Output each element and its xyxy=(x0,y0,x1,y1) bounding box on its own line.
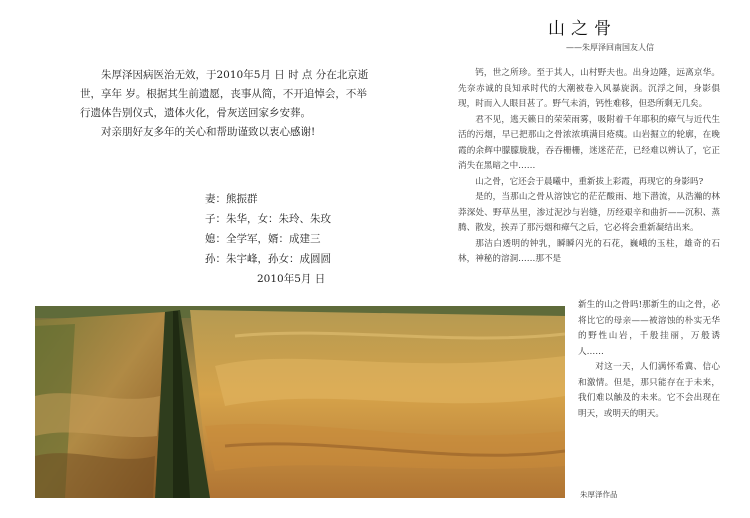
poem-continuation xyxy=(578,298,720,422)
poem-paragraph: 新生的山之骨吗!那新生的山之骨，必将比它的母亲——被溶蚀的朴实无华的野性山岩，千般挂丽，万般诱人…… xyxy=(578,300,720,357)
family-list xyxy=(205,189,331,289)
wheat-field-photo xyxy=(35,306,565,498)
wheat-field-illustration xyxy=(35,306,565,498)
family-grandchildren: 孙：朱宇峰，孙女：成圆圆 xyxy=(205,253,331,265)
family-children: 子：朱华，女：朱玲、朱玫 xyxy=(205,213,331,225)
poem-paragraph: 那洁白透明的钟乳，瞬瞬闪光的石花，巍峨的玉柱，雄奇的石林，神秘的溶洞……那不是 xyxy=(458,238,720,264)
obituary-paragraph-1: 朱厚泽因病医治无效，于2010年5月 日 时 点 分在北京逝世，享年 岁。根据其生前遗愿，丧事从简，不开追悼会，不举行遗体告别仪式，遗体火化，骨灰送回家乡安葬。 xyxy=(80,69,369,119)
poem-paragraph: 是的，当那山之骨从溶蚀它的茫茫酸雨、地下潜流，从浩瀚的林莽深处、野草丛里，渗过泥沙与岩缝，历经艰辛和曲折——沉积、蒸腾、散发，挨弄了那污烟和瘴气之后，它必将会重新凝结出来。 xyxy=(458,192,720,233)
obituary-date: 2010年5月 日 xyxy=(257,273,326,285)
obituary-notice xyxy=(80,66,370,142)
obituary-paragraph-2: 对亲朋好友多年的关心和帮助谨致以衷心感谢! xyxy=(101,126,316,138)
family-wife: 妻：熊振群 xyxy=(205,193,258,205)
poem-paragraph: 钙，世之所珍。至于其人，山村野夫也。出身边陲，远离京华。先奈赤诚的良知承时代的大潮被卷入风暴旋涡。沉浮之间，身影俱现，时而入人眼目甚了。野气未消，钙性难移，但恐所剩无几矣。 xyxy=(458,68,720,109)
family-in-laws: 媳：全学军，婿：成建三 xyxy=(205,233,321,245)
poem-paragraph: 君不见，逃天籁日的荣荣雨雾，吸附着千年耶积的瘴气与近代生活的污烟，早已把那山之骨浓浓填满目疮痍。山岩掘立的轮廓，在晚霞的余辉中朦朦胧胧，吞吞栅栅，迷迷茫茫，已经难以辨认了，它正消失在黑暗之中…… xyxy=(458,114,720,171)
poem-subtitle: ——朱厚泽回南国友人信 xyxy=(566,43,654,52)
poem-signature: 朱厚泽作品 xyxy=(580,490,618,499)
poem-paragraph: 山之骨，它还会于晨曦中，重新拔上彩霞，再现它的身影吗? xyxy=(475,176,704,187)
poem-body xyxy=(458,66,720,268)
poem-paragraph: 对这一天，人们满怀希冀、信心和激情。但是，那只能存在于未来，我们难以触及的未来。它不会出现在明天，或明天的明天。 xyxy=(578,362,720,419)
poem-title: 山之骨 xyxy=(548,19,617,39)
